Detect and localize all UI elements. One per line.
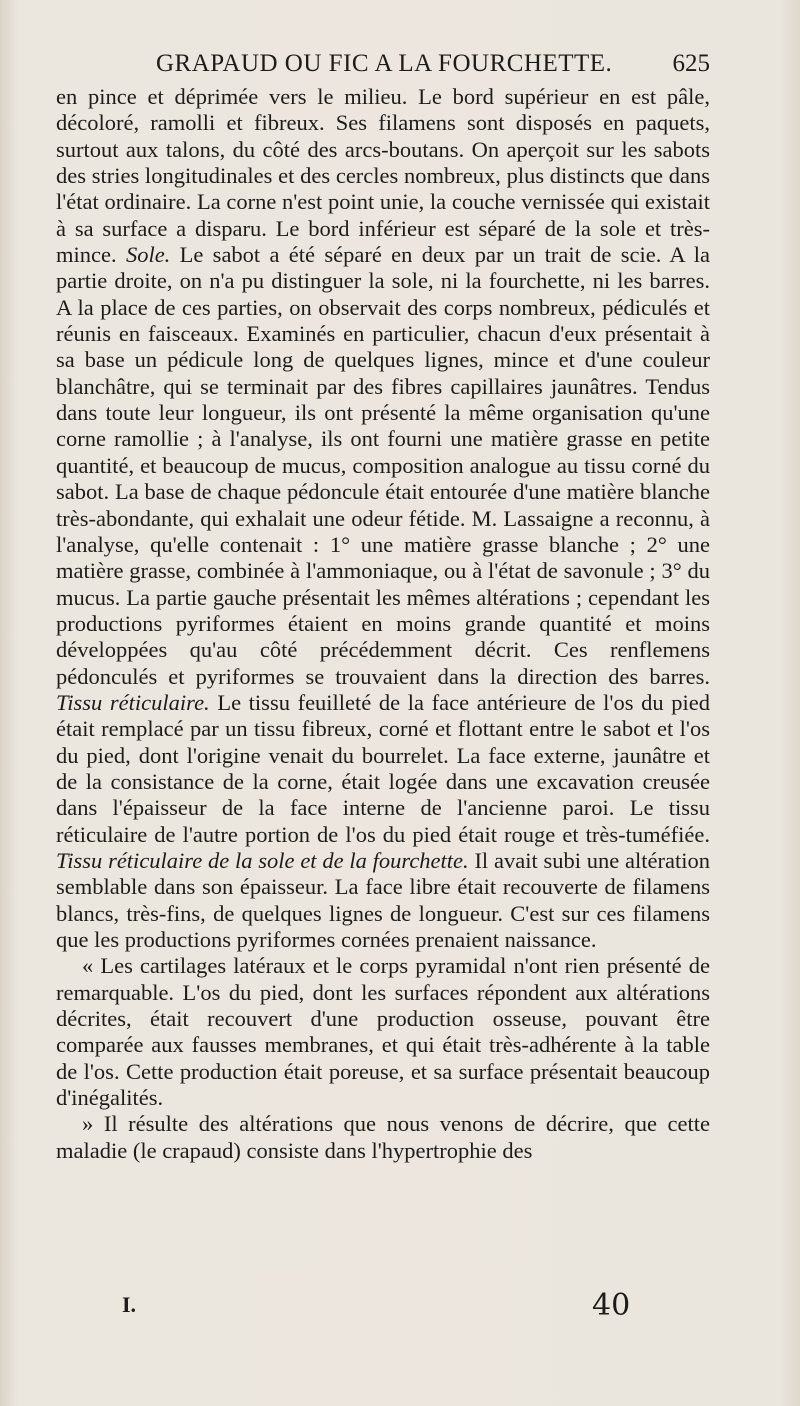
text-segment: en pince et déprimée vers le milieu. Le bord supérieur en est pâle, décoloré, ramolli et fibreux. Ses filamens sont disposés en paquets, surtout aux talons, du côté des arcs-boutans. On aperçoit sur les sabots des stries longitudinales et des cercles nombreux, plus distincts que dans l'état ordinaire. La corne n'est point unie, la couche vernissée qui existait à sa surface a disparu. Le bord inférieur est séparé de la sole et très-mince. xyxy=(56,84,710,268)
running-title: GRAPAUD OU FIC A LA FOURCHETTE. xyxy=(156,50,613,77)
page-footer xyxy=(56,1288,710,1328)
text-segment: Il avait subi une altération semblable dans son épaisseur. La face libre était recouverte de filamens blancs, très-fins, de quelques lignes de longueur. C'est sur ces filamens que les productions pyriformes cornées prenaient naissance. xyxy=(56,847,710,952)
page-header xyxy=(56,46,710,82)
signature-mark: I. xyxy=(122,1292,137,1317)
text-segment: Le tissu feuilleté de la face antérieure de l'os du pied était remplacé par un tissu fibreux, corné et flottant entre le sabot et l'os du pied, dont l'origine venait du bourrelet. La face externe, jaunâtre et de la consistance de la corne, était logée dans une excavation creusée dans l'épaisseur de la face interne de l'ancienne paroi. Le tissu réticulaire de l'autre portion de l'os du pied était rouge et très-tuméfiée. xyxy=(56,689,710,847)
paragraph-cartilages: « Les cartilages latéraux et le corps pyramidal n'ont rien présenté de remarquable. L'os du pied, dont les surfaces répondent aux altérations décrites, était recouvert d'une production osseuse, pouvant être comparée aux fausses membranes, et qui était très-adhérente à la table de l'os. Cette production était poreuse, et sa surface présentait beaucoup d'inégalités. xyxy=(56,953,710,1111)
text-segment: Le sabot a été séparé en deux par un trait de scie. A la partie droite, on n'a pu distinguer la sole, ni la fourchette, ni les barres. A la place de ces parties, on observait des corps nombreux, pédiculés et réunis en faisceaux. Examinés en particulier, chacun d'eux présentait à sa base un pédicule long de quelques lignes, mince et d'une couleur blanchâtre, qui se terminait par des fibres capillaires jaunâtres. Tendus dans toute leur longueur, ils ont présenté la même organisation qu'une corne ramollie ; à l'analyse, ils ont fourni une matière grasse en petite quantité, et beaucoup de mucus, composition analogue au tissu corné du sabot. La base de chaque pédoncule était entourée d'une matière blanche très-abondante, qui exhalait une odeur fétide. M. Lassaigne a reconnu, à l'analyse, qu'elle contenait : 1° une matière grasse blanche ; 2° une matière grasse, combinée à l'ammoniaque, ou à l'état de savonule ; 3° du mucus. La partie gauche présentait les mêmes altérations ; cependant les productions pyriformes étaient en moins grande quantité et moins développées qu'au côté précédemment décrit. Ces renflemens pédonculés et pyriformes se trouvaient dans la direction des barres. xyxy=(56,242,710,689)
page-number: 625 xyxy=(672,50,710,77)
body-text xyxy=(56,84,710,1164)
paragraph-autopsy-description xyxy=(56,84,710,953)
paragraph-conclusion: » Il résulte des altérations que nous venons de décrire, que cette maladie (le crapaud) consiste dans l'hypertrophie des xyxy=(56,1111,710,1163)
section-label-tissu-sole-fourchette: Tissu réticulaire de la sole et de la fourchette. xyxy=(56,847,469,873)
signature-number: 40 xyxy=(592,1288,631,1323)
section-label-sole: Sole. xyxy=(125,242,171,268)
section-label-tissu-reticulaire: Tissu réticulaire. xyxy=(56,689,210,715)
